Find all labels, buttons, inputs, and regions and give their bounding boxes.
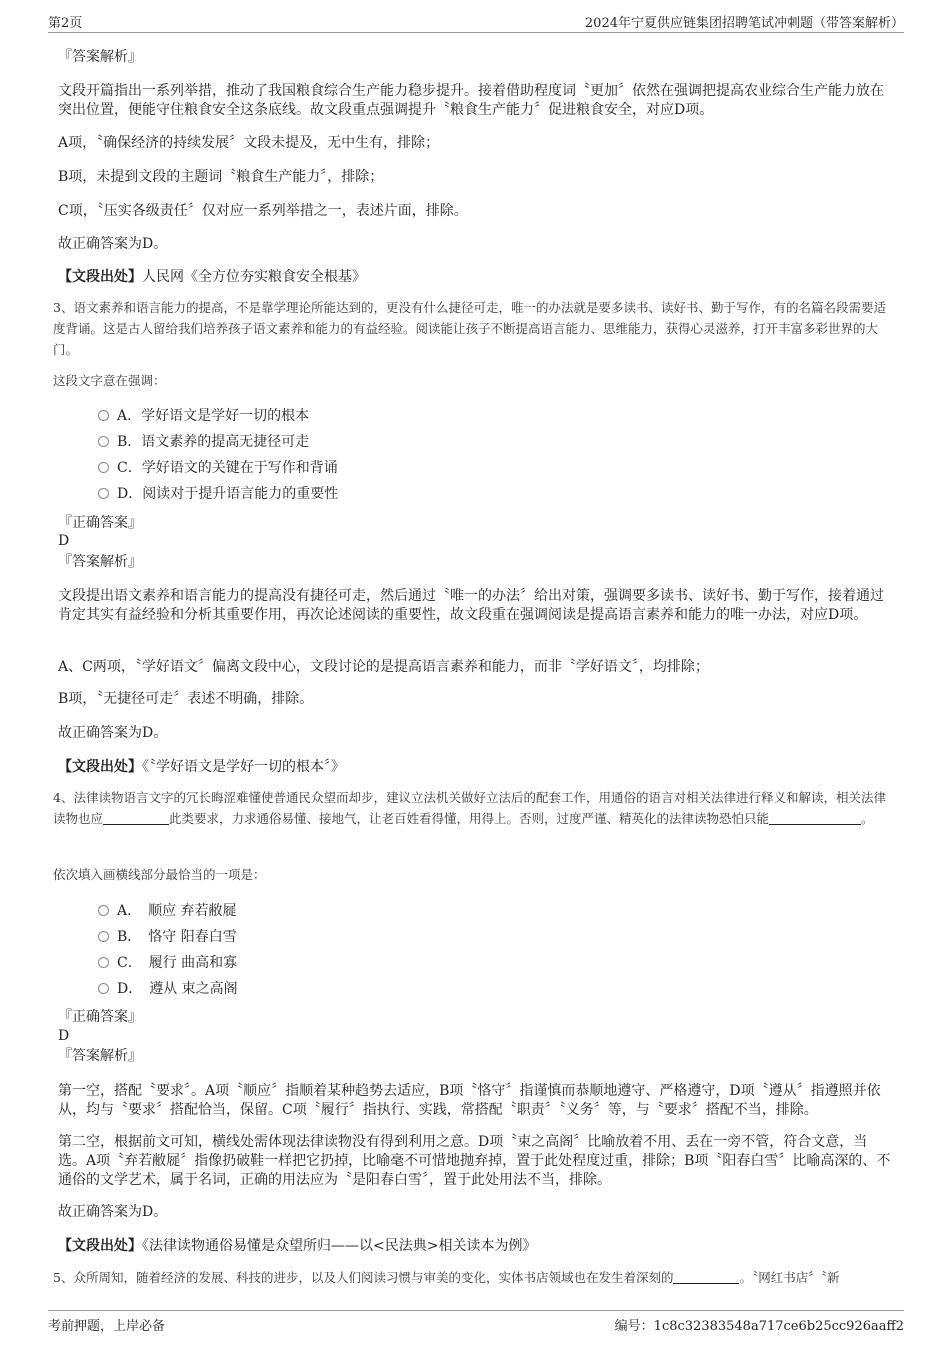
radio-icon[interactable]	[98, 905, 109, 916]
footer-serial: 编号：1c8c32383548a717ce6b25cc926aaff2	[614, 1319, 904, 1334]
q3-conclusion: 故正确答案为D。	[58, 725, 168, 741]
q4-answer-label: 『正确答案』	[58, 1009, 142, 1025]
radio-icon[interactable]	[98, 957, 109, 968]
q2-option-c-note: C项，〝压实各级责任〞仅对应一系列举措之一，表述片面，排除。	[58, 203, 468, 219]
q3-source-label: 【文段出处】	[58, 759, 142, 775]
q3-analysis: 文段提出语文素养和语言能力的提高没有捷径可走，然后通过〝唯一的办法〞给出对策，强调要多读书、读好书、勤于写作，接着通过肯定其实有益经验和分析其重要作用，再次论述阅读的重要性，故文段重在强调阅读是提高语言素养和能力的唯一办法，对应D项。	[58, 588, 884, 623]
q4-blank-1	[103, 812, 169, 825]
q4-analysis-2: 第二空，根据前文可知，横线处需体现法律读物没有得到利用之意。D项〝束之高阁〞比喻放着不用、丢在一旁不管，符合文意，当选。A项〝弃若敝屣〞指像扔破鞋一样把它扔掉，比喻毫不可惜地抛弃掉，置于此处程度过重，排除；B项〝阳春白雪〞比喻高深的、不通俗的文学艺术，属于名词，正确的用法应为〝是阳春白雪〞，置于此处用法不当，排除。	[58, 1134, 891, 1188]
q2-source-text: 人民网《全方位夯实粮食安全根基》	[142, 269, 366, 285]
q2-conclusion: 故正确答案为D。	[58, 236, 168, 252]
q3-option-c[interactable]: C．学好语文的关键在于写作和背诵	[98, 458, 338, 478]
page-number: 第2页	[48, 16, 83, 31]
q2-analysis-label: 『答案解析』	[58, 49, 142, 65]
q4-analysis-label: 『答案解析』	[58, 1048, 142, 1064]
page-footer	[48, 1310, 904, 1335]
q3-option-ac-note: A、C两项，〝学好语文〞偏离文段中心，文段讨论的是提高语言素养和能力，而非〝学好语文〞，均排除；	[58, 659, 709, 675]
q3-option-b-note: B项，〝无捷径可走〞表述不明确，排除。	[58, 691, 314, 707]
q4-option-d[interactable]: D． 遵从 束之高阁	[98, 979, 238, 999]
radio-icon[interactable]	[98, 410, 109, 421]
q4-option-a[interactable]: A． 顺应 弃若敝屣	[98, 901, 237, 921]
q3-prompt: 这段文字意在强调：	[53, 373, 166, 388]
q2-source-label: 【文段出处】	[58, 269, 142, 285]
radio-icon[interactable]	[98, 436, 109, 447]
q2-source	[58, 268, 894, 287]
q4-option-c[interactable]: C． 履行 曲高和寡	[98, 953, 237, 973]
q3-answer: D	[58, 533, 70, 549]
q4-answer: D	[58, 1028, 70, 1044]
q4-source	[58, 1237, 894, 1256]
document-title: 2024年宁夏供应链集团招聘笔试冲刺题（带答案解析）	[584, 16, 904, 31]
q4-source-text: 《法律读物通俗易懂是众望所归——以<民法典>相关读本为例》	[142, 1238, 537, 1254]
q3-source	[58, 758, 894, 777]
page-header	[48, 8, 904, 33]
q3-option-a[interactable]: A．学好语文是学好一切的根本	[98, 406, 309, 426]
q3-option-d[interactable]: D．阅读对于提升语言能力的重要性	[98, 484, 338, 504]
q4-prompt: 依次填入画横线部分最恰当的一项是：	[53, 867, 266, 882]
q2-option-b-note: B项，未提到文段的主题词〝粮食生产能力〞，排除；	[58, 169, 384, 185]
q4-conclusion: 故正确答案为D。	[58, 1204, 168, 1220]
footer-slogan: 考前押题，上岸必备	[48, 1319, 166, 1334]
q4-stem: 4、法律读物语言文字的冗长晦涩难懂使普通民众望而却步，建议立法机关做好立法后的配套工作，用通俗的语言对相关法律进行释义和解读，相关法律读物也应 此类要求，力求通俗易懂、接地气，让老百姓看得懂，用得上。否则，过度严谨、精英化的法律读物恐怕只能 。	[53, 790, 886, 826]
q4-analysis-1: 第一空，搭配〝要求〞。A项〝顺应〞指顺着某种趋势去适应，B项〝恪守〞指谨慎而恭顺地遵守、严格遵守，D项〝遵从〞指遵照并依从，均与〝要求〞搭配恰当，保留。C项〝履行〞指执行、实践，常搭配〝职责〞〝义务〞等，与〝要求〞搭配不当，排除。	[58, 1083, 881, 1118]
q4-source-label: 【文段出处】	[58, 1238, 142, 1254]
radio-icon[interactable]	[98, 931, 109, 942]
radio-icon[interactable]	[98, 488, 109, 499]
q2-analysis: 文段开篇指出一系列举措，推动了我国粮食综合生产能力稳步提升。接着借助程度词〝更加〞依然在强调把提高农业综合生产能力放在突出位置，便能守住粮食安全这条底线。故文段重点强调提升〝粮食生产能力〞促进粮食安全，对应D项。	[58, 83, 884, 118]
radio-icon[interactable]	[98, 462, 109, 473]
q5-stem: 5、众所周知，随着经济的发展、科技的进步，以及人们阅读习惯与审美的变化，实体书店领域也在发生着深刻的 。〝网红书店〞〝新	[53, 1270, 840, 1285]
q3-source-text: 《〝学好语文是学好一切的根本〞》	[142, 759, 345, 775]
q2-option-a-note: A项，〝确保经济的持续发展〞文段未提及，无中生有，排除；	[58, 135, 440, 151]
q3-option-b[interactable]: B．语文素养的提高无捷径可走	[98, 432, 309, 452]
q3-analysis-label: 『答案解析』	[58, 554, 142, 570]
q3-stem: 3、语文素养和语言能力的提高，不是靠学理论所能达到的，更没有什么捷径可走，唯一的办法就是要多读书、读好书、勤于写作，有的名篇名段需要适度背诵。这是古人留给我们培养孩子语文素养和能力的有益经验。阅读能让孩子不断提高语言能力、思维能力，获得心灵滋养，打开丰富多彩世界的大门。	[53, 300, 886, 357]
q4-option-b[interactable]: B． 恪守 阳春白雪	[98, 927, 237, 947]
q4-blank-2	[769, 812, 861, 825]
q3-answer-label: 『正确答案』	[58, 515, 142, 531]
radio-icon[interactable]	[98, 983, 109, 994]
q5-blank-1	[673, 1271, 739, 1284]
